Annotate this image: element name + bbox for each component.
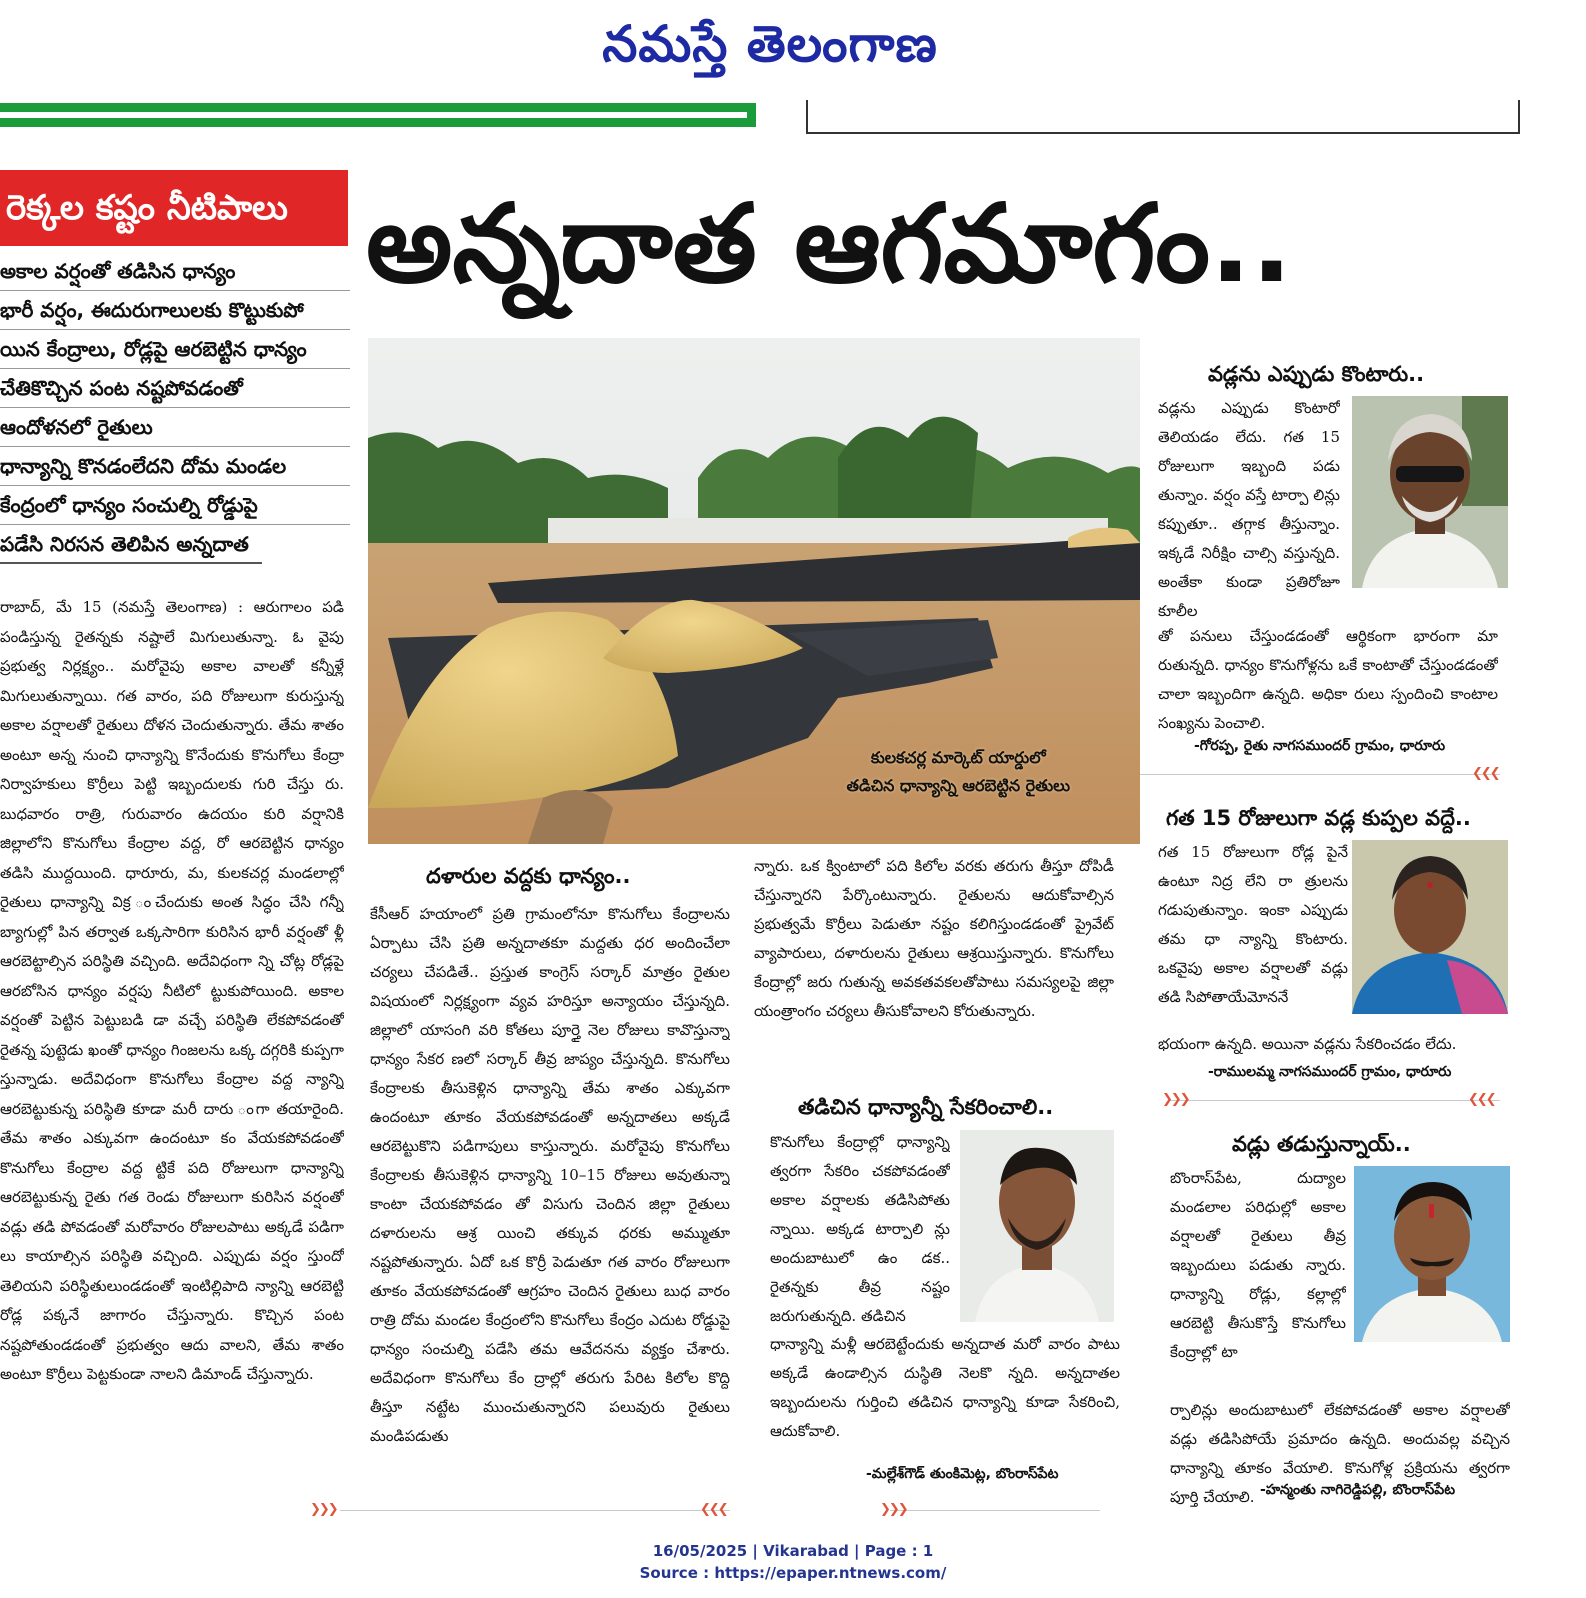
masthead-logo: నమస్తే తెలంగాణ xyxy=(602,14,938,73)
top-box-rule xyxy=(806,100,1520,134)
section-gatha-text-top: గత 15 రోజులుగా రోడ్ల పైనే ఉంటూ నిద్ర లేని రా త్రులను గడుపుతున్నాం. ఇంకా ఎప్పుడు తమ ధా న్యాన్ని కొంటారు. ఒకవైపు అకాల వర్షాలతో వడ్లు తడి సిపోతాయేమోననే xyxy=(1158,843,1348,1006)
separator-line xyxy=(1140,774,1500,776)
separator-line xyxy=(340,1510,730,1512)
section-vadlu-text-bottom: ర్పాలిన్లు అందుబాటులో లేకపోవడంతో అకాల వర్షాలతో వడ్లు తడిసిపోయే ప్రమాదం ఉన్నది. అందువల్ల వచ్చిన ధాన్యాన్ని తూకం వేయాలి. కొనుగోళ్ల ప్రక్రియను త్వరగా పూర్తి చేయాలి. xyxy=(1170,1401,1510,1506)
byline-ramulamma: -రాములమ్మ నాగసముందర్ గ్రామం, ధారూరు xyxy=(1208,1064,1452,1080)
chevron-icon: ❯❯❯ xyxy=(880,1502,907,1517)
chevron-icon: ❮❮❮ xyxy=(1472,766,1499,781)
section-title-dalarula: దళారుల వద్దకు ధాన్యం.. xyxy=(426,864,631,888)
person-photo-icon xyxy=(1352,840,1508,1014)
section-title-vadlanu: వడ్లను ఎప్పుడు కొంటారు.. xyxy=(1208,362,1425,386)
photo-caption-line: తడిచిన ధాన్యాన్ని ఆరబెట్టిన రైతులు xyxy=(846,776,1070,795)
byline-gorappa: -గోరప్ప, రైతు నాగసముందర్ గ్రామం, ధారూరు xyxy=(1194,738,1446,754)
left-article-column: రాబాద్, మే 15 (నమస్తే తెలంగాణ) : ఆరుగాలం పడి పండిస్తున్న రైతన్నకు నష్టాలే మిగులుతున్నా. ఓ వైపు ప్రభుత్వ నిర్లక్ష్యం.. మరోవైపు అకాల వాలతో కన్నీళ్లే మిగులుతున్నాయి. గత వారం, పది రోజులుగా కురుస్తున్న అకాల వర్షాలతో రైతులు దోళన చెందుతున్నారు. తేమ శాతం అంటూ అన్న నుంచి ధాన్యాన్ని కొనేందుకు కొనుగోలు కేంద్రా నిర్వాహకులు కొర్రీలు పెట్టి ఇబ్బందులకు గురి చేస్తు రు. బుధవారం రాత్రి, గురువారం ఉదయం కురి వర్షానికి జిల్లాలోని కొనుగోలు కేంద్రాల వద్ద, రో ఆరబెట్టిన ధాన్యం తడిసి ముద్దయింది. ధారూరు, మ, కులకచర్ల మండలాల్లో రైతులు ధాన్యాన్ని విక్ర ంచేందుకు అంత సిద్ధం చేసి గన్నీ బ్యాగుల్లో పిన తర్వాత ఒక్కసారిగా కురిసిన భారీ వర్షంతో ళ్లీ ఆరబెట్టాల్సిన పరిస్థితి వచ్చింది. అదేవిధంగా న్ని చోట్ల రోడ్లపై ఆరబోసిన ధాన్యం వర్షపు నీటిలో ట్టుకుపోయింది. అకాల వర్షంతో పెట్టిన పెట్టుబడి డా వచ్చే పరిస్థితి లేకపోవడంతో రైతన్న పుట్టెడు ఖంతో ధాన్యం గింజలను ఒక్క దగ్గరికి కుప్పగా స్తున్నాడు. అదేవిధంగా కొనుగోలు కేంద్రాల వద్ద న్యాన్ని ఆరబెట్టుకున్న పరిస్థితి కూడా మరీ దారు ంగా తయారైంది. తేమ శాతం ఎక్కువగా ఉందంటూ కం వేయకపోవడంతో కొనుగోలు కేంద్రాల వద్ద ట్టికే పది రోజులుగా ధాన్యాన్ని ఆరబెట్టుకున్న రైతు గత రెండు రోజులుగా కురిసిన వర్షంతో వడ్లు తడి పోవడంతో మరోవారం రోజులపాటు అక్కడే పడిగా లు కాయాల్సిన పరిస్థితి వచ్చింది. ఎప్పుడు వర్షం స్తుందో తెలియని పరిస్థితులుండడంతో ఇంటిల్లిపాది న్యాన్ని ఆరబెట్టి రోడ్ల పక్కనే జాగారం చేస్తున్నారు. కొచ్చిన పంట నష్టపోతుండడంతో ప్రభుత్వం ఆదు వాలని, తేమ శాతం అంటూ కొర్రీలు పెట్టకుండా నాలని డిమాండ్ చేస్తున్నారు. xyxy=(0,598,344,1383)
bullet-line: పడేసి నిరసన తెలిపిన అన్నదాత xyxy=(0,525,262,564)
section-dalarula-col2: న్నారు. ఒక క్వింటాలో పది కిలోల వరకు తరుగు తీస్తూ దోపిడీ చేస్తున్నారని పేర్కొంటున్నారు. రైతులను ఆదుకోవాల్సిన ప్రభుత్వమే కొర్రీలు పెడుతూ నష్టం కలిగిస్తుండడంతో ప్రైవేట్ వ్యాపారులు, దళారులను రైతులు ఆశ్రయిస్తున్నారు. కొనుగోలు కేంద్రాల్లో జరు గుతున్న అవకతవకలతోపాటు సమస్యలపై జిల్లా యంత్రాంగం చర్యలు తీసుకోవాలని కోరుతున్నారు. xyxy=(754,857,1114,1020)
section-tadichina-text-bottom: ధాన్యాన్ని మళ్లీ ఆరబెట్టేందుకు అన్నదాత మరో వారం పాటు అక్కడే ఉండాల్సిన దుస్థితి నెలకొ న్నది. అన్నదాతల ఇబ్బందులను గుర్తించి తడిచిన ధాన్యాన్ని కూడా సేకరించి, ఆదుకోవాలి. xyxy=(770,1335,1120,1440)
chevron-icon: ❮❮❮ xyxy=(700,1502,727,1517)
section-title-vadlu: వడ్లు తడుస్తున్నాయ్.. xyxy=(1232,1132,1411,1156)
red-tag-kicker: రెక్కల కష్టం నీటిపాలు xyxy=(0,170,348,246)
main-headline: అన్నదాత ఆగమాగం.. xyxy=(366,182,1293,307)
bullet-line: భారీ వర్షం, ఈదురుగాలులకు కొట్టుకుపో xyxy=(0,291,350,330)
bullet-line: కేంద్రంలో ధాన్యం సంచుల్ని రోడ్డుపై xyxy=(0,486,350,525)
bullet-line: యిన కేంద్రాలు, రోడ్లపై ఆరబెట్టిన ధాన్యం xyxy=(0,330,350,369)
footer-source: Source : https://epaper.ntnews.com/ xyxy=(639,1564,947,1582)
person-photo-icon xyxy=(960,1130,1114,1322)
section-gatha-text-bottom: భయంగా ఉన్నది. అయినా వడ్లను సేకరించడం లేదు. xyxy=(1158,1035,1457,1053)
main-photo xyxy=(368,338,1140,844)
bullet-line: ధాన్యాన్ని కొనడంలేదని దోమ మండల xyxy=(0,447,350,486)
chevron-icon: ❯❯❯ xyxy=(1162,1092,1189,1107)
photo-caption-line: కులకచర్ల మార్కెట్ యార్డులో xyxy=(870,748,1046,767)
portrait-gorappa xyxy=(1352,396,1508,588)
byline-mallesh: -మల్లేశ్‌గౌడ్ తుంకిమెట్ల, బొంరాస్‌పేట xyxy=(866,1466,1059,1482)
section-vadlanu-text-bottom: తో పనులు చేస్తుండడంతో ఆర్థికంగా భారంగా మా రుతున్నది. ధాన్యం కొనుగోళ్లను ఒకే కాంటాతో చేస్తుండడంతో చాలా ఇబ్బందిగా ఉన్నది. అధికా రులు స్పందించి కాంటాల సంఖ్యను పెంచాలి. xyxy=(1158,627,1498,732)
portrait-hanmanthu xyxy=(1354,1166,1510,1342)
green-rule xyxy=(0,103,760,131)
section-vadlu-text-top: బొంరాస్‌పేట, దుద్యాల మండలాల పరిధుల్లో అకాల వర్షాలతో రైతులు తీవ్ర ఇబ్బందులు పడుతు న్నారు. ధాన్యాన్ని రోడ్లు, కల్లాల్లో ఆరబెట్టి తీసుకొస్తే కొనుగోలు కేంద్రాల్లో టా xyxy=(1170,1169,1346,1361)
bullet-line: చేతికొచ్చిన పంట నష్టపోవడంతో xyxy=(0,369,350,408)
separator-line xyxy=(1170,1100,1500,1102)
photo-caption xyxy=(847,744,1070,800)
byline-hanmanthu: -హన్మంతు నాగిరెడ్డిపల్లి, బొంరాస్‌పేట xyxy=(1260,1482,1456,1498)
section-tadichina-text-top: కొనుగోలు కేంద్రాల్లో ధాన్యాన్ని త్వరగా సేకరిం చకపోవడంతో అకాల వర్షాలకు తడిసిపోతు న్నాయి. అక్కడ టార్పాలి న్లు అందుబాటులో ఉం డక.. రైతన్నకు తీవ్ర నష్టం జరుగుతున్నది. తడిచిన xyxy=(770,1133,950,1325)
chevron-icon: ❮❮❮ xyxy=(1468,1092,1495,1107)
bullet-line: ఆందోళనలో రైతులు xyxy=(0,408,350,447)
section-title-gatha: గత 15 రోజులుగా వడ్ల కుప్పల వద్దే.. xyxy=(1166,806,1471,830)
section-title-tadichina: తడిచిన ధాన్యాన్నీ సేకరించాలి.. xyxy=(798,1095,1054,1119)
person-photo-icon xyxy=(1352,396,1508,588)
highlight-bullets xyxy=(0,252,350,564)
section-dalarula-col1: కేసీఆర్ హయాంలో ప్రతి గ్రామంలోనూ కొనుగోలు కేంద్రాలను ఏర్పాటు చేసి ప్రతి అన్నదాతకూ మద్దతు ధర అందించేలా చర్యలు చేపడితే.. ప్రస్తుత కాంగ్రెస్ సర్కార్ మాత్రం రైతుల విషయంలో నిర్లక్ష్యంగా వ్యవ హరిస్తూ అన్యాయం చేస్తున్నది. జిల్లాలో యాసంగి వరి కోతలు పూర్తై నెల రోజులు కావొస్తున్నా ధాన్యం సేకర ణలో సర్కార్ తీవ్ర జాప్యం చేస్తున్నది. కొనుగోలు కేంద్రాలకు తీసుకెళ్లిన ధాన్యాన్ని తేమ శాతం ఎక్కువగా ఉందంటూ తూకం వేయకపోవడంతో అన్నదాతలు అక్కడే ఆరబెట్టుకొని పడిగాపులు కాస్తున్నారు. మరోవైపు కొనుగోలు కేంద్రాలకు తీసుకెళ్లిన ధాన్యాన్ని 10–15 రోజులు అవుతున్నా కాంటా చేయకపోవడం తో విసుగు చెందిన జిల్లా రైతులు దళారులను ఆశ్ర యించి తక్కువ ధరకు అమ్ముతూ నష్టపోతున్నారు. ఏదో ఒక కొర్రీ పెడుతూ గత వారం రోజులుగా తూకం వేయకపోవడంతో ఆగ్రహం చెందిన రైతులు బుధ వారం రాత్రి దోమ మండల కేంద్రంలోని కొనుగోలు కేంద్రం ఎదుట రోడ్డుపై ధాన్యం సంచుల్ని పడేసి తమ ఆవేదనను వ్యక్తం చేశారు. అదేవిధంగా కొనుగోలు కేం ద్రాల్లో తరుగు పేరిట కిలోల కొద్ది తీస్తూ నట్టేట ముంచుతున్నారని పలువురు రైతులు మండిపడుతు xyxy=(370,905,730,1445)
chevron-icon: ❯❯❯ xyxy=(310,1502,337,1517)
bullet-line: అకాల వర్షంతో తడిసిన ధాన్యం xyxy=(0,252,350,291)
section-vadlanu-text-top: వడ్లను ఎప్పుడు కొంటారో తెలియడం లేదు. గత 15 రోజులుగా ఇబ్బంది పడు తున్నాం. వర్షం వస్తే టార్పా లిన్లు కప్పుతూ.. తగ్గాక తీస్తున్నాం. ఇక్కడే నిరీక్షిం చాల్సి వస్తున్నది. అంతేకా కుండా ప్రతిరోజూ కూలీల xyxy=(1158,399,1340,620)
footer-dateline: 16/05/2025 | Vikarabad | Page : 1 xyxy=(652,1542,934,1560)
separator-line xyxy=(890,1510,1100,1512)
portrait-ramulamma xyxy=(1352,840,1508,1014)
portrait-mallesh xyxy=(960,1130,1114,1322)
person-photo-icon xyxy=(1354,1166,1510,1342)
